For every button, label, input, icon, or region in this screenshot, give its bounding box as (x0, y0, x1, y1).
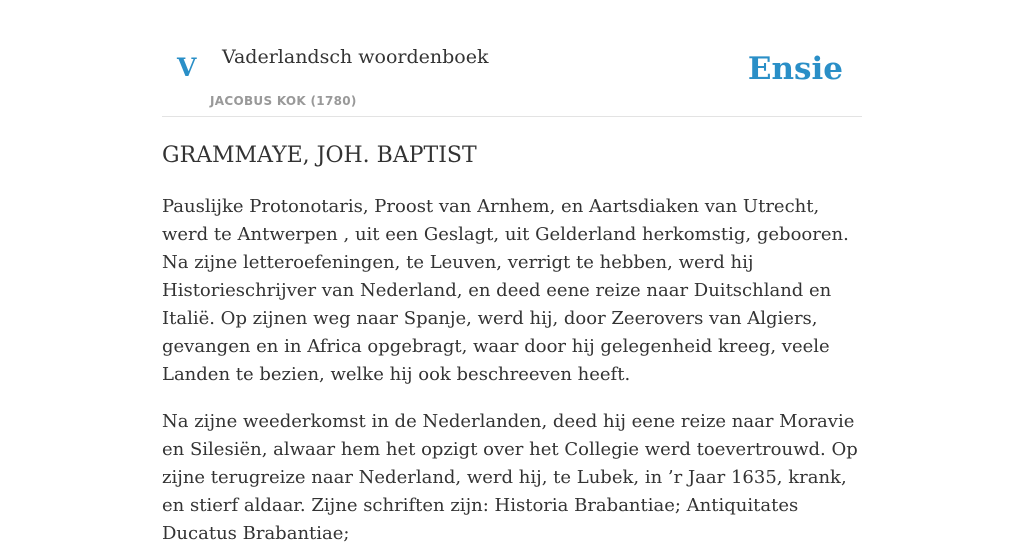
dictionary-header (162, 0, 862, 117)
entry-title: GRAMMAYE, JOH. BAPTIST (162, 143, 477, 168)
ensie-logo-link[interactable]: Ensie (747, 51, 843, 87)
work-title[interactable]: Vaderlandsch woordenboek (222, 46, 489, 68)
letter-index-link[interactable]: V (177, 53, 197, 82)
author-label: JACOBUS KOK (1780) (210, 94, 357, 108)
page (162, 0, 862, 548)
entry-paragraph: Na zijne weederkomst in de Nederlanden, deed hij eene reize naar Moravie en Silesiën, alwaar hem het opzigt over het Collegie werd toevertrouwd. Op zijne terugreize naar Nederland, werd hij, te Lubek, in ’r Jaar 1635, krank, en stierf aldaar. Zijne schriften zijn: Historia Brabantiae; Antiquitates Ducatus Brabantiae; (162, 411, 858, 544)
entry-paragraph: Pauslijke Protonotaris, Proost van Arnhem, en Aartsdiaken van Utrecht, werd te Antwerpen , uit een Geslagt, uit Gelderland herkomstig, gebooren. Na zijne letteroefeningen, te Leuven, verrigt te hebben, werd hij Historieschrijver van Nederland, en deed eene reize naar Duitschland en Italië. Op zijnen weg naar Spanje, werd hij, door Zeerovers van Algiers, gevangen en in Africa opgebragt, waar door hij gelegenheid kreeg, veele Landen te bezien, welke hij ook beschreeven heeft. (162, 196, 849, 385)
